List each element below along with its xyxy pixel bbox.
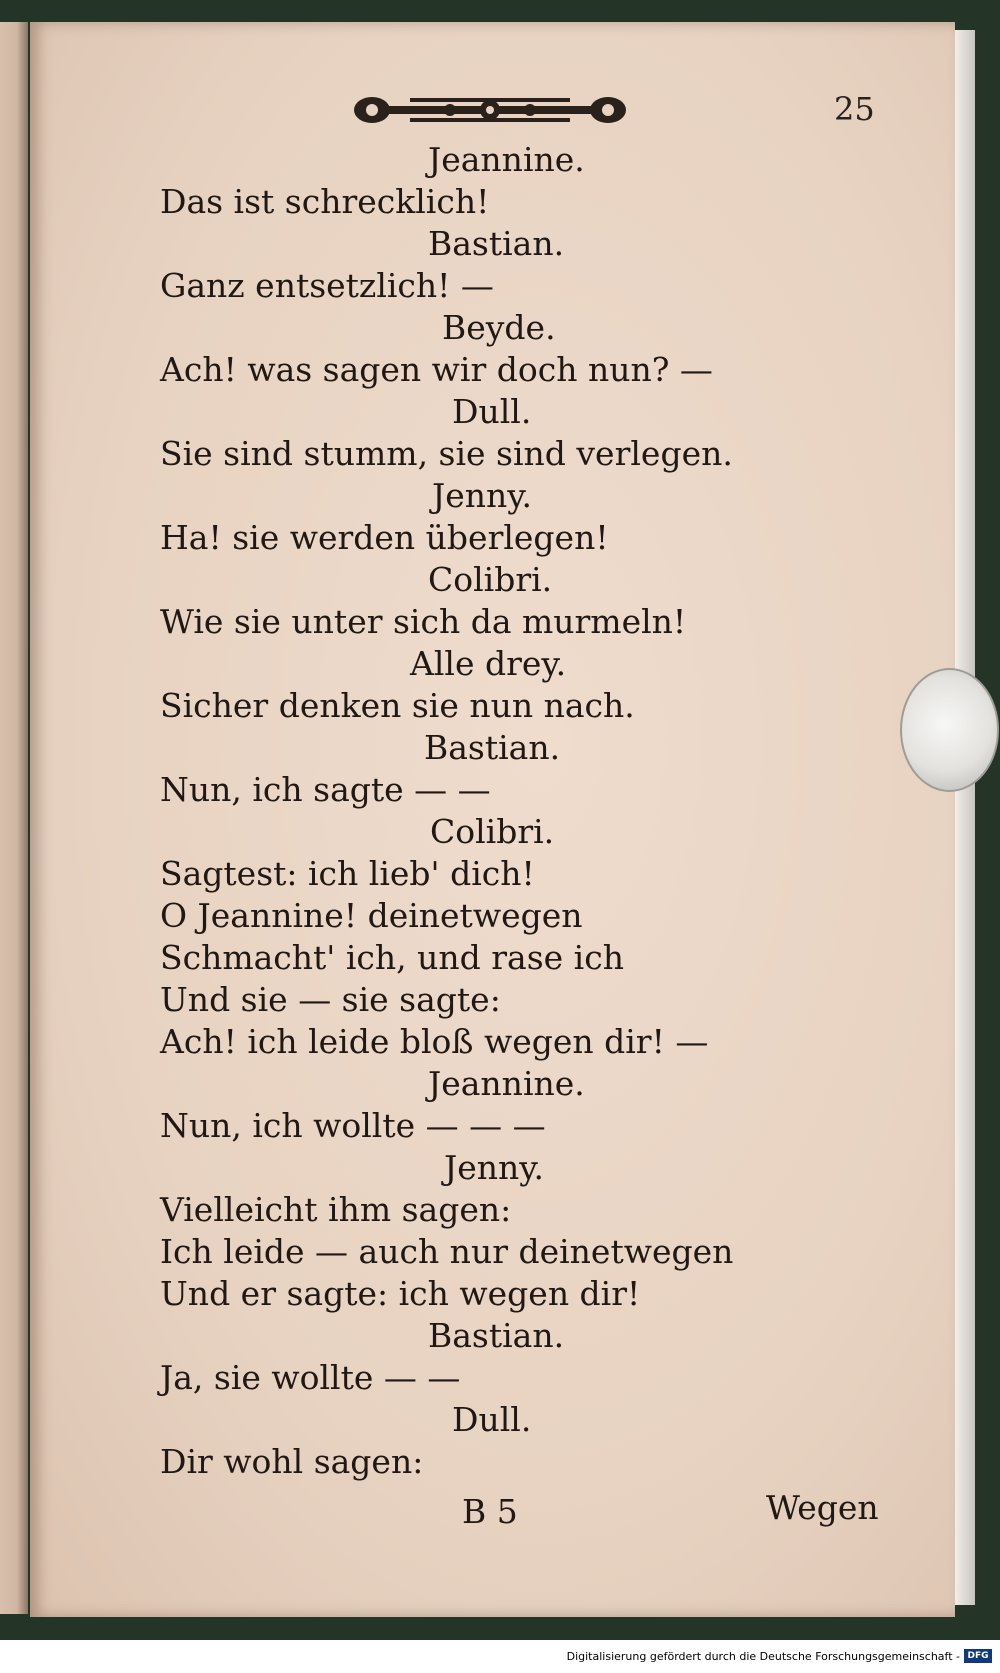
text-line: Ach! was sagen wir doch nun? — <box>160 350 713 389</box>
speaker-line: Alle drey. <box>410 644 567 683</box>
credit-bar <box>0 1640 1000 1673</box>
text-line: Das ist schrecklich! <box>160 182 490 221</box>
speaker-line: Bastian. <box>428 224 565 263</box>
speaker-line: Jeannine. <box>428 1064 585 1103</box>
speaker-line: Colibri. <box>430 812 555 851</box>
speaker-line: Bastian. <box>428 1316 565 1355</box>
text-line: Nun, ich sagte — — <box>160 770 491 809</box>
page-number: 25 <box>834 90 875 128</box>
text-line: Ich leide — auch nur deinetwegen <box>160 1232 734 1271</box>
text-line: Nun, ich wollte — — — <box>160 1106 546 1145</box>
text-line: Sagtest: ich lieb' dich! <box>160 854 535 893</box>
speaker-line: Jeannine. <box>428 140 585 179</box>
previous-page-edge <box>0 22 28 1614</box>
speaker-line: Bastian. <box>424 728 561 767</box>
dfg-logo-icon: DFG <box>964 1649 992 1663</box>
text-line: Dir wohl sagen: <box>160 1442 424 1481</box>
text-line: Wie sie unter sich da murmeln! <box>160 602 687 641</box>
page-edge <box>955 30 975 1605</box>
speaker-line: Dull. <box>452 392 532 431</box>
text-line: Und sie — sie sagte: <box>160 980 501 1019</box>
speaker-line: Colibri. <box>428 560 553 599</box>
speaker-line: Dull. <box>452 1400 532 1439</box>
page-clip-icon <box>900 668 999 792</box>
signature-mark: B 5 <box>462 1492 518 1531</box>
text-line: O Jeannine! deinetwegen <box>160 896 583 935</box>
speaker-line: Jenny. <box>432 476 533 515</box>
speaker-line: Beyde. <box>442 308 556 347</box>
header-ornament <box>350 88 630 132</box>
text-line: Ach! ich leide bloß wegen dir! — <box>160 1022 709 1061</box>
text-line: Schmacht' ich, und rase ich <box>160 938 624 977</box>
text-line: Ganz entsetzlich! — <box>160 266 494 305</box>
credit-text: Digitalisierung gefördert durch die Deutsche Forschungsgemeinschaft - <box>566 1650 960 1663</box>
text-line: Ja, sie wollte — — <box>160 1358 461 1397</box>
text-line: Sie sind stumm, sie sind verlegen. <box>160 434 733 473</box>
text-line: Ha! sie werden überlegen! <box>160 518 609 557</box>
text-line: Sicher denken sie nun nach. <box>160 686 635 725</box>
speaker-line: Jenny. <box>444 1148 545 1187</box>
catchword: Wegen <box>766 1488 879 1527</box>
text-line: Und er sagte: ich wegen dir! <box>160 1274 641 1313</box>
text-line: Vielleicht ihm sagen: <box>160 1190 512 1229</box>
